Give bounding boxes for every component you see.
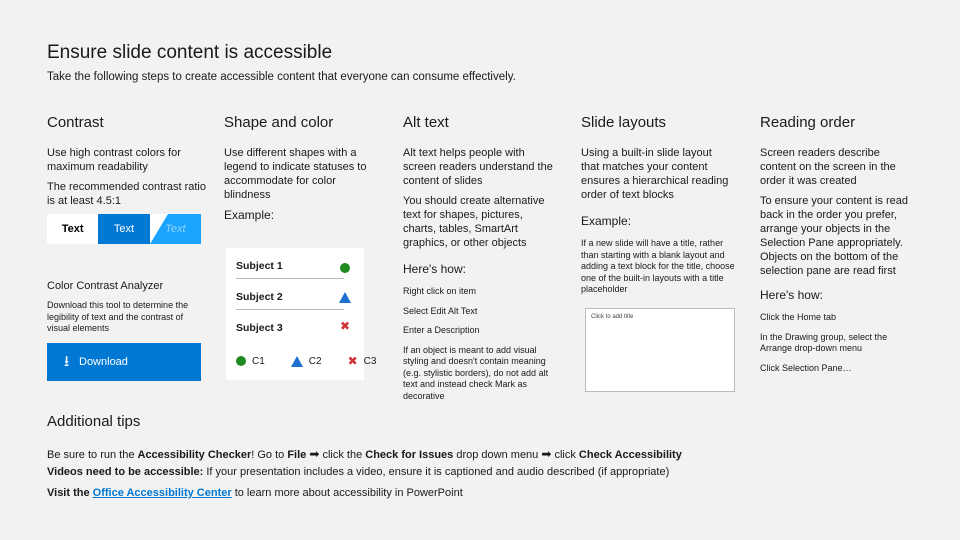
shape-text: Use different shapes with a legend to indicate statuses to accommodate for color blindness	[224, 147, 367, 201]
green-circle-icon	[236, 356, 246, 366]
layouts-text-1: Using a built-in slide layout that matches your content ensures a hierarchical reading order of text blocks	[581, 147, 729, 201]
arrow-right-icon: ➡	[309, 447, 320, 461]
subject-2-label: Subject 2	[236, 291, 283, 303]
download-label: Download	[79, 355, 128, 368]
blue-triangle-icon	[291, 356, 303, 367]
alt-text-section	[403, 114, 563, 410]
tip-text: click	[551, 449, 579, 461]
layouts-text-2: If a new slide will have a title, rather than starting with a blank layout and adding a text block for the title, choose one of the built-in layouts with a title placeholder	[581, 238, 735, 294]
tips-heading: Additional tips	[47, 413, 141, 430]
arrow-right-icon: ➡	[541, 447, 552, 461]
alt-step-3: Enter a Description	[403, 325, 480, 335]
tip-bold: Visit the	[47, 487, 93, 499]
download-icon: ⭳	[64, 352, 70, 370]
shape-heading: Shape and color	[224, 114, 334, 131]
contrast-section	[47, 114, 207, 381]
slide-layout-thumbnail	[585, 308, 735, 392]
swatch-low-contrast	[150, 214, 201, 244]
alt-howto: Here's how:	[403, 262, 466, 276]
red-x-icon: ✖	[340, 319, 351, 333]
tip-accessibility-checker	[47, 447, 682, 461]
contrast-text-1: Use high contrast colors for maximum readability	[47, 147, 181, 173]
tip-text: to learn more about accessibility in PowerPoint	[231, 487, 463, 499]
reading-order-section	[760, 114, 920, 382]
alt-text-1: Alt text helps people with screen readers understand the content of slides	[403, 147, 553, 187]
reading-howto: Here's how:	[760, 288, 823, 302]
download-button[interactable]	[47, 343, 201, 381]
contrast-heading: Contrast	[47, 114, 104, 131]
red-x-icon: ✖	[347, 354, 358, 368]
subject-1-label: Subject 1	[236, 260, 283, 272]
alt-step-2: Select Edit Alt Text	[403, 305, 478, 316]
alt-step-4: If an object is meant to add visual styling and doesn't contain meaning (e.g. stylistic borders), do not add alt text and instead check Mark as decorative	[403, 344, 549, 401]
tip-text: ! Go to	[251, 449, 288, 461]
tip-text: If your presentation includes a video, ensure it is captioned and audio described (if appropriate)	[203, 466, 670, 478]
office-accessibility-center-link[interactable]: Office Accessibility Center	[92, 487, 232, 499]
slide-layouts-section	[581, 114, 741, 304]
reading-text-1: Screen readers describe content on the screen in the order it was created	[760, 147, 896, 187]
legend-c3: C3	[363, 355, 377, 367]
tip-bold: File	[287, 449, 307, 461]
layouts-heading: Slide layouts	[581, 114, 667, 131]
reading-text-2: To ensure your content is read back in the order you prefer, arrange your objects in the Selection Pane appropriately. Objects on the bottom of the selection pane are read first	[760, 195, 908, 277]
shape-legend	[236, 354, 376, 368]
legend-c1: C1	[252, 355, 265, 367]
alt-heading: Alt text	[403, 114, 449, 131]
tip-accessibility-center	[47, 487, 463, 499]
row-divider	[236, 278, 344, 279]
contrast-text-2: The recommended contrast ratio is at least 4.5:1	[47, 181, 206, 207]
reading-step-2: In the Drawing group, select the Arrange drop-down menu	[760, 331, 888, 353]
legend-c2: C2	[308, 355, 322, 367]
blue-triangle-icon	[339, 290, 351, 308]
alt-step-1: Right click on item	[403, 286, 477, 296]
page-subtitle: Take the following steps to create accessible content that everyone can consume effectively.	[47, 71, 516, 83]
tip-bold: Check for Issues	[365, 449, 454, 461]
subject-3-label: Subject 3	[236, 322, 283, 334]
green-circle-icon	[340, 260, 350, 278]
tip-videos	[47, 466, 669, 478]
reading-heading: Reading order	[760, 114, 856, 131]
tip-text: click the	[319, 449, 366, 461]
swatch-low-contrast-label: Text	[165, 223, 186, 235]
tip-bold: Accessibility Checker	[137, 449, 252, 461]
contrast-swatches	[47, 214, 201, 244]
tip-text: drop down menu	[453, 449, 542, 461]
analyzer-title: Color Contrast Analyzer	[47, 280, 164, 292]
shape-example-label: Example:	[224, 208, 275, 222]
reading-step-3: Click Selection Pane…	[760, 362, 852, 373]
tip-bold: Check Accessibility	[578, 449, 682, 461]
swatch-white-on-blue: Text	[98, 214, 149, 244]
shape-example-box	[226, 248, 377, 380]
alt-text-2: You should create alternative text for shapes, pictures, charts, tables, SmartArt graphics, or other objects	[403, 195, 545, 249]
layouts-example-label: Example:	[581, 214, 632, 228]
analyzer-description: Download this tool to determine the legibility of text and the contrast of visual elements	[47, 300, 189, 333]
reading-step-1: Click the Home tab	[760, 312, 837, 322]
tip-text: Be sure to run the	[47, 449, 138, 461]
row-divider	[236, 309, 344, 310]
swatch-black-on-white: Text	[47, 214, 98, 244]
title-placeholder: Click to add title	[591, 314, 634, 320]
tip-bold: Videos need to be accessible:	[47, 466, 204, 478]
shape-section	[224, 114, 384, 232]
page-title: Ensure slide content is accessible	[47, 42, 333, 63]
